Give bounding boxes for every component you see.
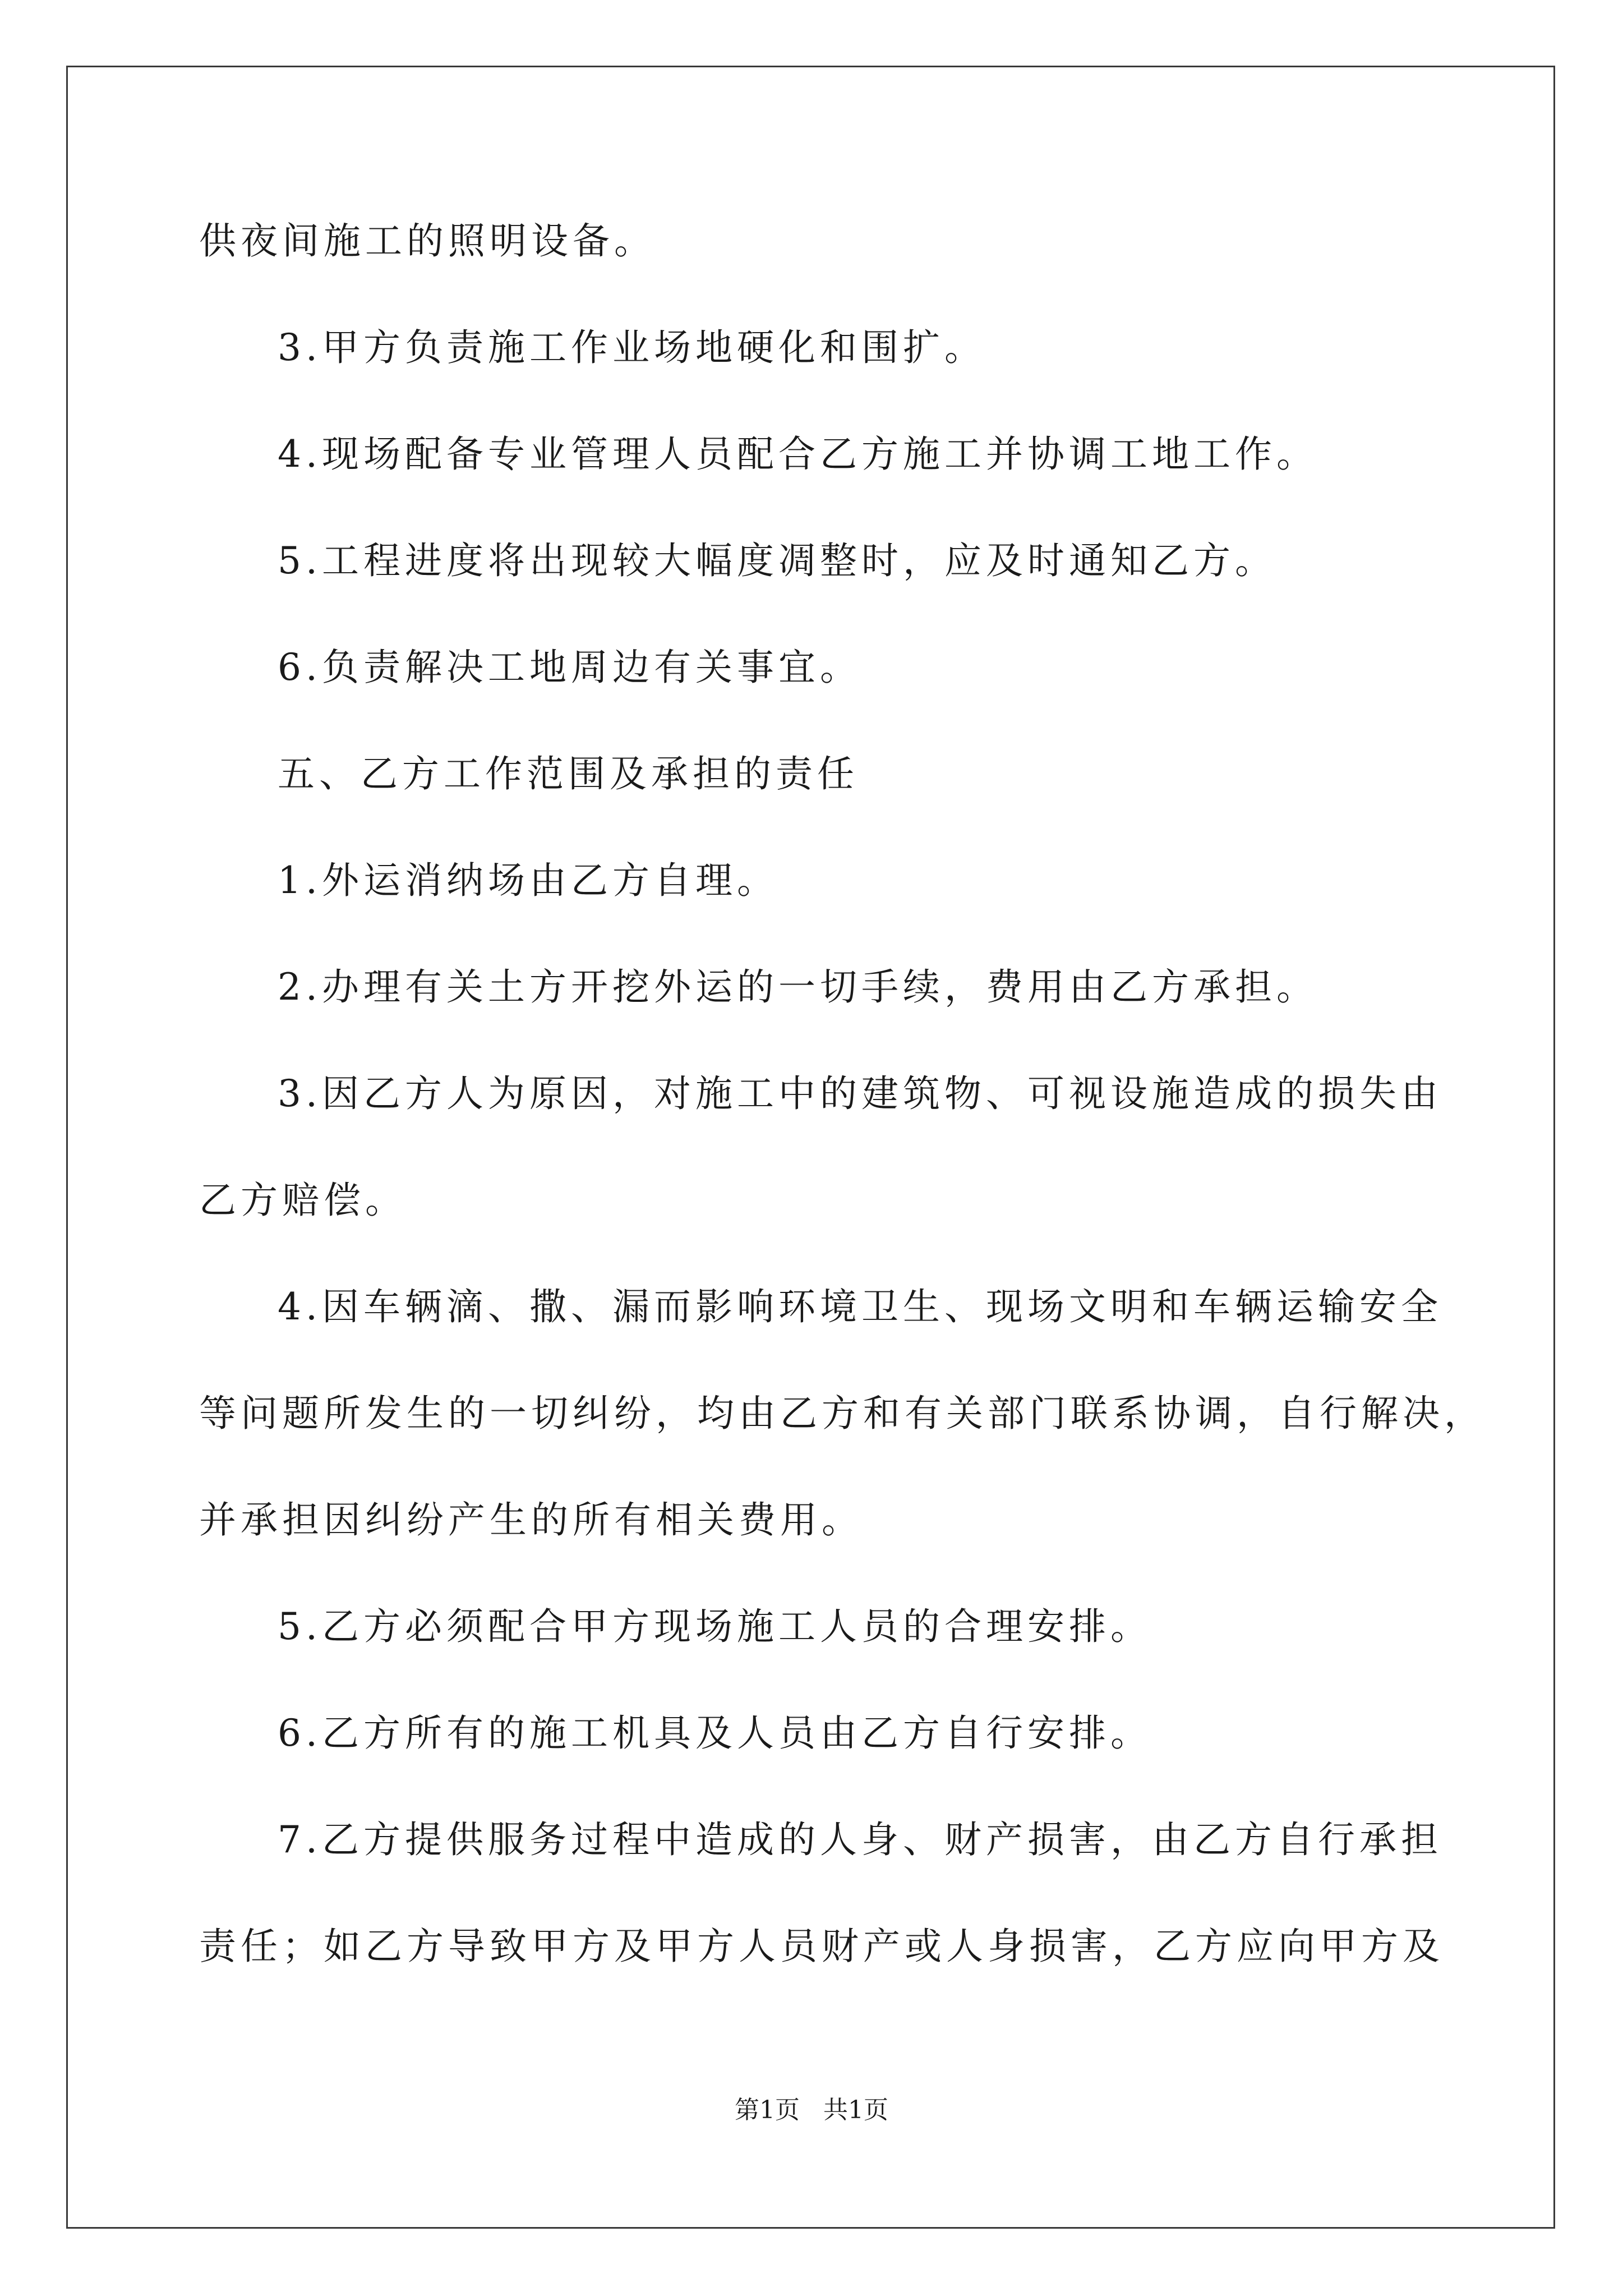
page-number: 第1页 共1页 [735, 2096, 888, 2124]
text-line: 7.乙方提供服务过程中造成的人身、财产损害，由乙方自行承担 [278, 1818, 1442, 1861]
text-line: 2.办理有关土方开挖外运的一切手续，费用由乙方承担。 [278, 965, 1318, 1009]
page-border [66, 66, 1555, 2229]
text-line: 乙方赔偿。 [199, 1179, 407, 1222]
text-line: 6.负责解决工地周边有关事宜。 [278, 646, 861, 689]
text-line: 1.外运消纳场由乙方自理。 [278, 859, 778, 902]
text-line: 3.甲方负责施工作业场地硬化和围扩。 [278, 326, 986, 369]
text-line: 供夜间施工的照明设备。 [199, 219, 656, 263]
text-line: 4.因车辆滴、撒、漏而影响环境卫生、现场文明和车辆运输安全 [278, 1285, 1442, 1328]
text-line: 4.现场配备专业管理人员配合乙方施工并协调工地工作。 [278, 432, 1318, 476]
section-heading: 五、乙方工作范围及承担的责任 [278, 752, 859, 795]
text-line: 并承担因纠纷产生的所有相关费用。 [199, 1498, 863, 1542]
text-line: 5.工程进度将出现较大幅度凋整时，应及时通知乙方。 [278, 539, 1276, 582]
text-line: 责任；如乙方导致甲方及甲方人员财产或人身损害，乙方应向甲方及 [199, 1925, 1444, 1968]
text-line: 5.乙方必须配合甲方现场施工人员的合理安排。 [278, 1605, 1152, 1648]
text-line: 6.乙方所有的施工机具及人员由乙方自行安排。 [278, 1711, 1152, 1755]
text-line: 等问题所发生的一切纠纷，均由乙方和有关部门联系协调，自行解决， [199, 1392, 1486, 1435]
text-line: 3.因乙方人为原因，对施工中的建筑物、可视设施造成的损失由 [278, 1072, 1442, 1115]
